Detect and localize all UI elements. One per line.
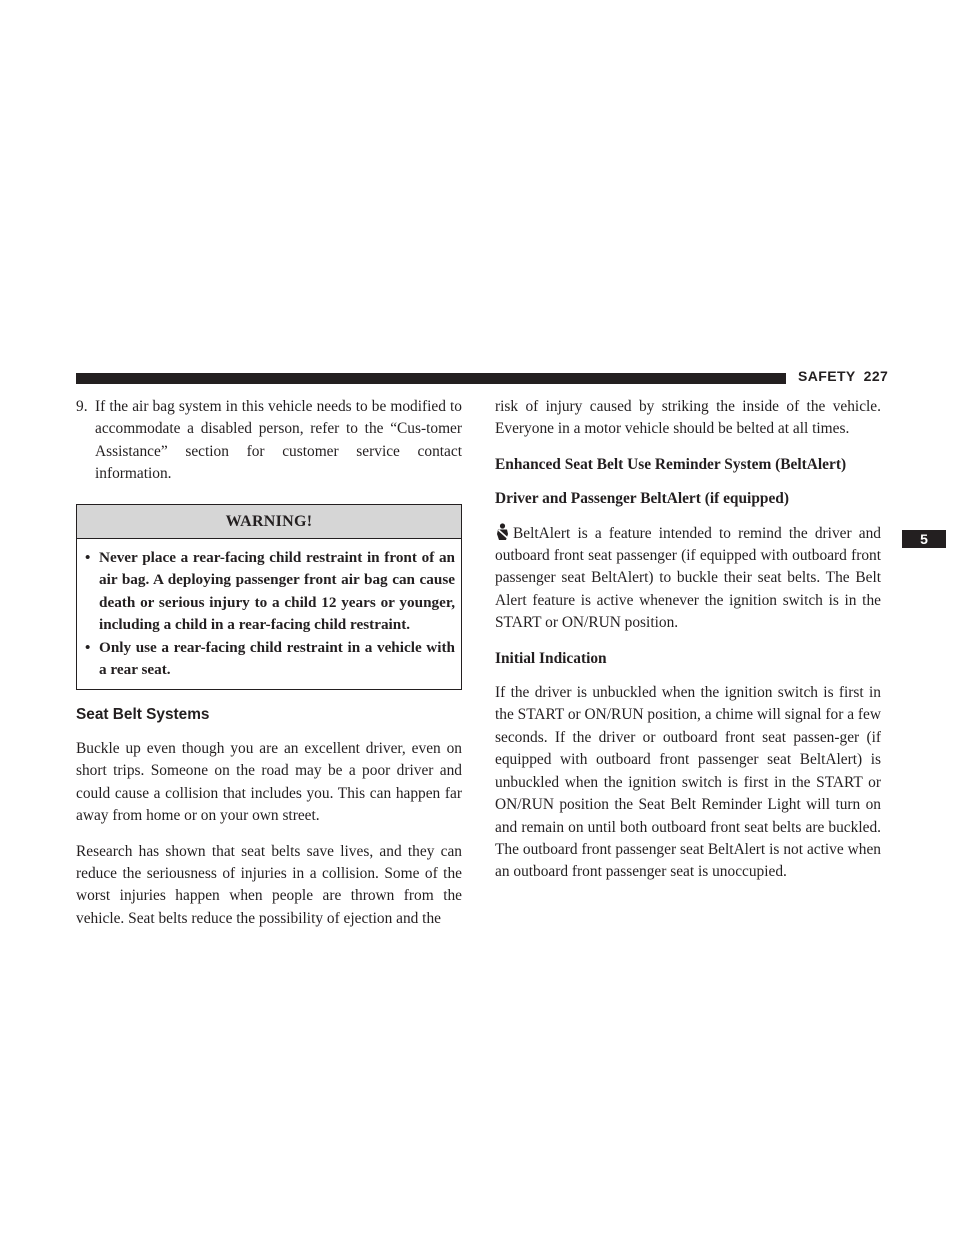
warning-bullet-text: Never place a rear-facing child restraint in front of an air bag. A deploying passenger front air bag can cause death or serious injury to a child 12 years or younger, including a child in a rear-facing child restraint. (99, 549, 455, 634)
beltalert-paragraph (495, 523, 881, 635)
paragraph-continuation: risk of injury caused by striking the inside of the vehicle. Everyone in a motor vehicle should be belted at all times. (495, 398, 881, 438)
item-number: 9. (76, 398, 88, 415)
beltalert-text: BeltAlert is a feature intended to remind the driver and outboard front seat passenger (if equipped with outboard front passenger seat BeltAlert) to buckle their seat belts. The Belt Alert feature is active whenever the ignition switch is in the START or ON/RUN position. (495, 524, 881, 632)
chapter-number: 5 (920, 531, 928, 547)
section-heading: Seat Belt Systems (76, 706, 210, 724)
paragraph: Buckle up even though you are an excellent driver, even on short trips. Someone on the road may be a poor driver and could cause a collision that includes you. This can happen far away from home or on your own street. (76, 739, 462, 825)
header-rule (76, 373, 786, 384)
subheading-driver-passenger-beltalert: Driver and Passenger BeltAlert (if equipped) (495, 490, 789, 508)
initial-indication-paragraph: If the driver is unbuckled when the ignition switch is first in the START or ON/RUN position, a chime will signal for a few seconds. If the driver or outboard front seat passen-ger (if equipped with outboard front passenger seat BeltAlert) is unbuckled when the ignition switch is first in the START or ON/RUN position the Seat Belt Reminder Light will turn on and remain on until both outboard front seat belts are buckled. The outboard front passenger seat BeltAlert is not active when an outboard front passenger seat is unoccupied. (495, 684, 881, 881)
section-name: SAFETY (798, 368, 856, 384)
warning-title: WARNING! (77, 505, 461, 539)
warning-bullet: • Never place a rear-facing child restraint in front of an air bag. A deploying passenger front air bag can cause death or serious injury to a child 12 years or younger, including a child in a rear-facing child restraint. (85, 549, 455, 634)
numbered-item-9 (76, 396, 462, 486)
warning-box (76, 504, 462, 691)
chapter-tab (902, 530, 946, 548)
paragraph: Research has shown that seat belts save lives, and they can reduce the seriousness of injuries in a collision. Some of the worst injuries happen when people are thrown from the vehicle. Seat belts reduce the possibility of ejection and the (76, 842, 462, 927)
page-number: 227 (863, 368, 889, 384)
subheading-beltalert-system: Enhanced Seat Belt Use Reminder System (BeltAlert) (495, 455, 847, 473)
item-text: If the air bag system in this vehicle needs to be modified to accommodate a disabled person, refer to the “Cus-tomer Assistance” section for customer service contact information. (95, 398, 462, 483)
subheading-initial-indication: Initial Indication (495, 649, 607, 667)
running-header (798, 368, 888, 384)
seat-belt-reminder-icon (495, 523, 510, 541)
warning-list (77, 539, 461, 689)
warning-bullet: • Only use a rear-facing child restraint in a vehicle with a rear seat. (85, 638, 455, 679)
right-column (495, 396, 881, 897)
left-column (76, 396, 462, 943)
warning-bullet-text: Only use a rear-facing child restraint in a vehicle with a rear seat. (99, 638, 455, 679)
